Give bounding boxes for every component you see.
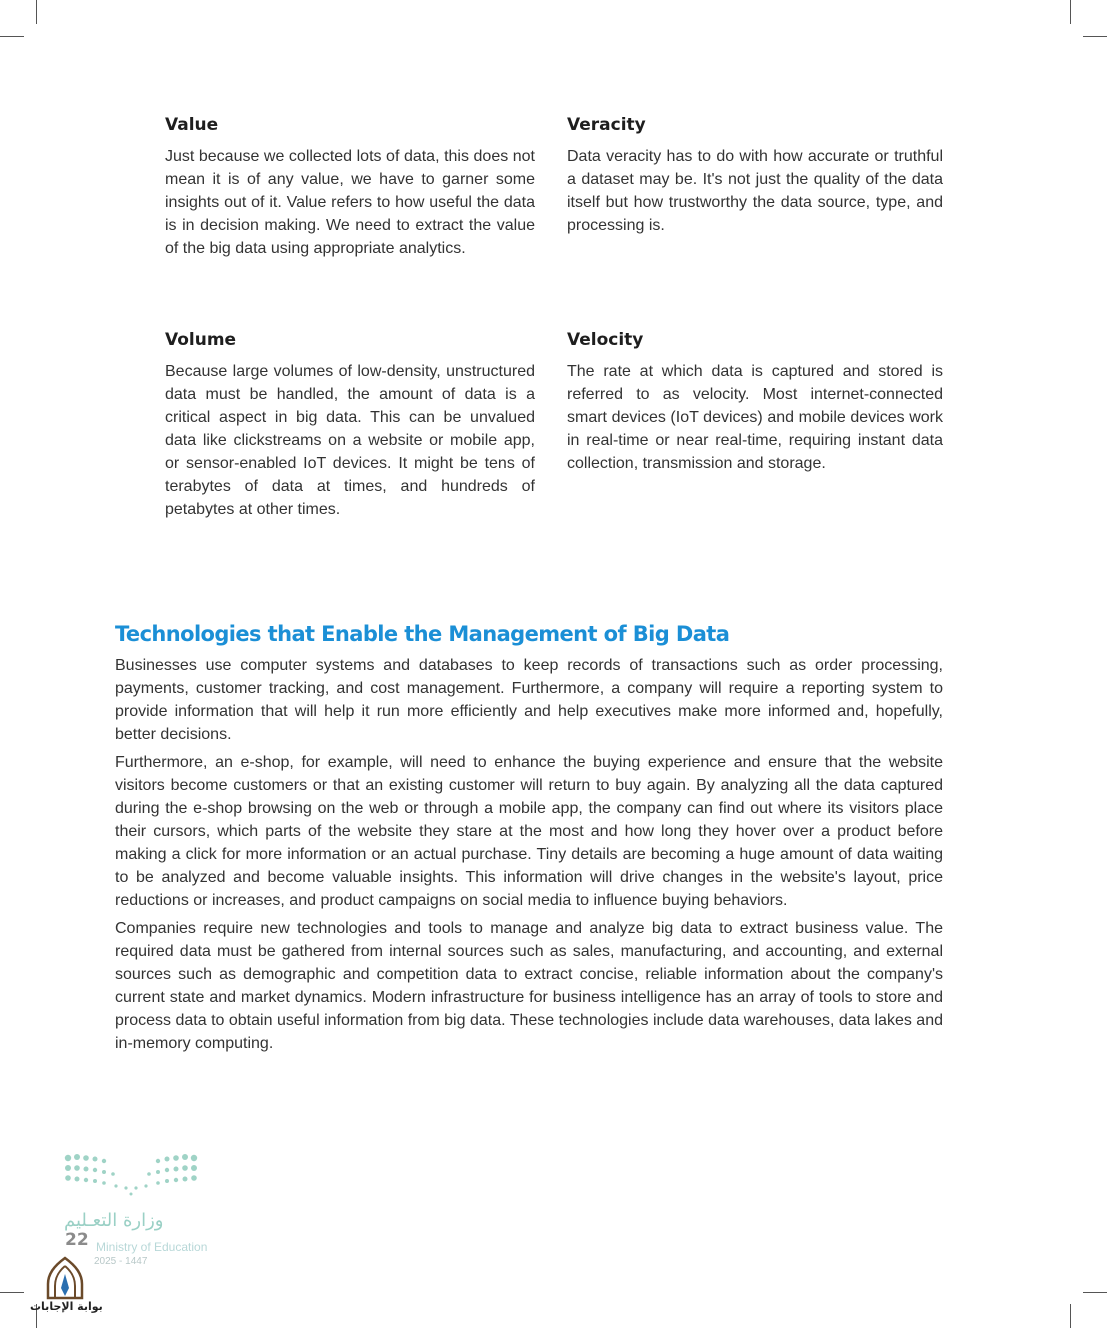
- crop-mark: [0, 1292, 24, 1293]
- term-text: The rate at which data is captured and stored is referred to as velocity. Most internet-connected smart devices (IoT devices) and mobile devices work in real-time or near real-time, requiring instant data collection, transmission and storage.: [567, 363, 943, 472]
- term-title: Value: [165, 115, 219, 135]
- section-paragraph: Furthermore, an e-shop, for example, will need to enhance the buying experience and ensure that the website visitors become customers or that an existing customer will return to buy again. By analyzing all the data captured during the e-shop browsing on the web or through a mobile app, the company can find out where its visitors place their cursors, which parts of the website they stare at the most and how long they hover over a product before making a click for more information or an actual purchase. Tiny details are becoming a huge amount of data waiting to be analyzed and become valuable insights. This information will drive changes in the website's layout, price reductions or increases, and product campaigns on social media to influence buying behaviors.: [115, 754, 943, 909]
- term-text: Data veracity has to do with how accurate or truthful a dataset may be. It's not just the quality of the data itself but how trustworthy the data source, type, and processing is.: [567, 148, 943, 234]
- term-velocity: [567, 329, 943, 475]
- crop-mark: [1083, 1292, 1107, 1293]
- term-title: Volume: [165, 330, 237, 350]
- term-text: Because large volumes of low-density, unstructured data must be handled, the amount of data is a critical aspect in big data. This can be unvalued data like clickstreams on a website or mobile app, or sensor-enabled IoT devices. It might be tens of terabytes of data at times, and hundreds of petabytes at other times.: [165, 363, 535, 518]
- term-title: Veracity: [567, 115, 646, 135]
- technologies-section: [115, 620, 943, 1060]
- term-volume: [165, 329, 535, 521]
- page-number: 22: [65, 1230, 89, 1250]
- mosque-dome-icon: [44, 1256, 86, 1300]
- term-value: [165, 114, 535, 260]
- crop-mark: [36, 0, 37, 24]
- section-paragraph: Businesses use computer systems and databases to keep records of transactions such as order processing, payments, customer tracking, and cost management. Furthermore, a company will require a reporting system to provide information that will help it run more efficiently and help executives make more informed and, hopefully, better decisions.: [115, 657, 943, 743]
- term-title: Velocity: [567, 330, 644, 350]
- crop-mark: [1070, 0, 1071, 24]
- crop-mark: [1070, 1304, 1071, 1328]
- ministry-english-name: Ministry of Education: [96, 1240, 208, 1254]
- ministry-year: 2025 - 1447: [94, 1256, 148, 1267]
- crop-mark: [1083, 36, 1107, 37]
- crop-mark: [0, 36, 24, 37]
- section-title: Technologies that Enable the Management of Big Data: [115, 622, 730, 646]
- ministry-arabic-name: وزارة التعـليم: [64, 1210, 164, 1231]
- section-paragraph: Companies require new technologies and tools to manage and analyze big data to extract business value. The required data must be gathered from internal sources such as sales, manufacturing, and accounting, and external sources such as demographic and competition data to extract concise, reliable information about the company's current state and market dynamics. Modern infrastructure for business intelligence has an array of tools to store and process data to obtain useful information from big data. These technologies include data warehouses, data lakes and in-memory computing.: [115, 920, 943, 1052]
- ministry-dots-logo-icon: [60, 1150, 210, 1200]
- term-text: Just because we collected lots of data, this does not mean it is of any value, we have to garner some insights out of it. Value refers to how useful the data is in decision making. We need to extract the value of the big data using appropriate analytics.: [165, 148, 535, 257]
- term-veracity: [567, 114, 943, 237]
- watermark-text: بوابة الإجابات: [30, 1300, 103, 1313]
